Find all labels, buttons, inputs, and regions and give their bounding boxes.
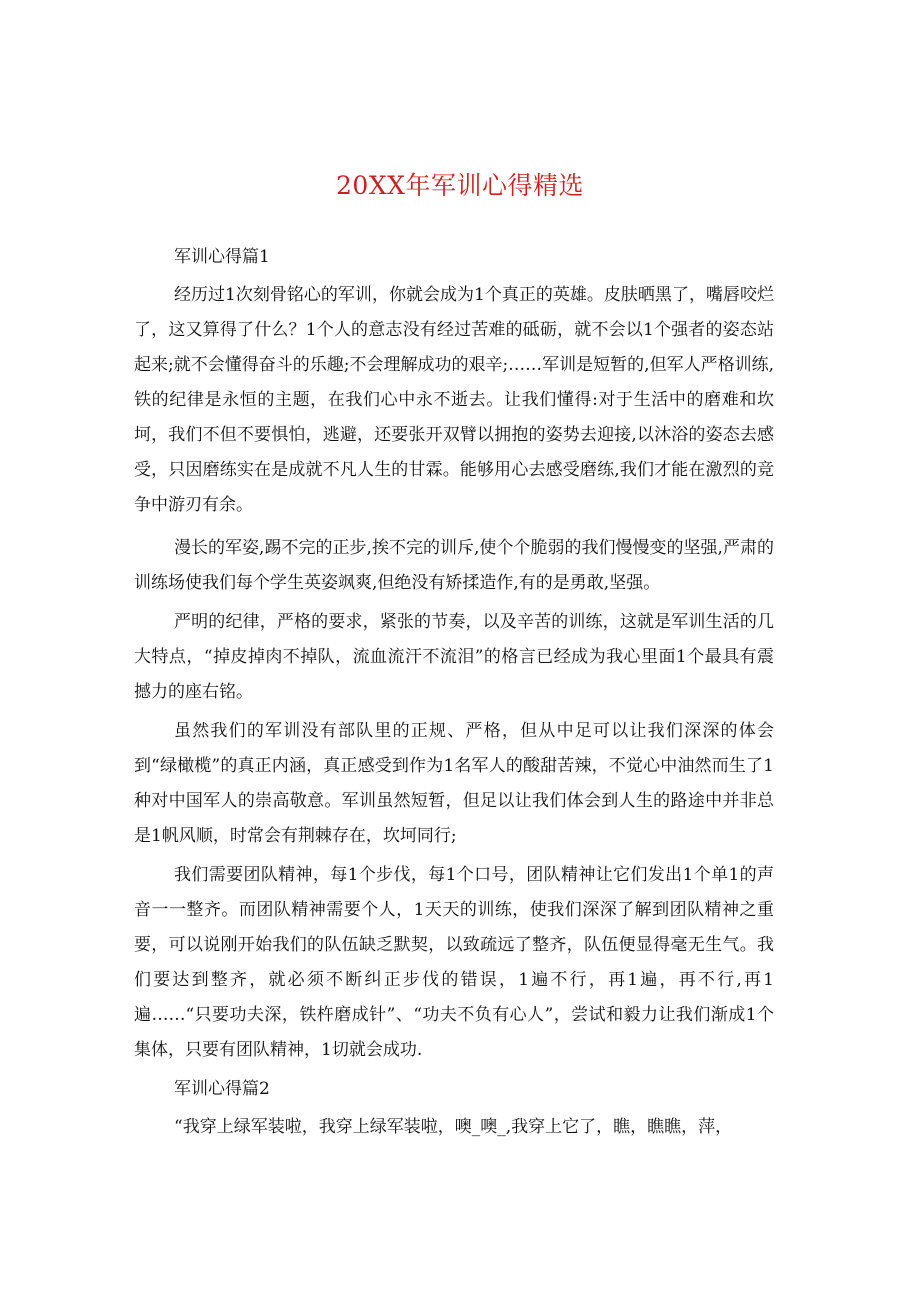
section-heading: 军训心得篇1 bbox=[174, 247, 270, 267]
document-body bbox=[134, 240, 774, 1145]
paragraph: 经历过1次刻骨铭心的军训，你就会成为1个真正的英雄。皮肤晒黑了，嘴唇咬烂了，这又算得了什么？1个人的意志没有经过苦难的砥砺，就不会以1个强者的姿态站起来;就不会懂得奋斗的乐趣;不会理解成功的艰辛;……军训是短暂的,但军人严格训练,铁的纪律是永恒的主题，在我们心中永不逝去。让我们懂得:对于生活中的磨难和坎坷，我们不但不要惧怕，逃避，还要张开双臂以拥抱的姿势去迎接,以沐浴的姿态去感受，只因磨练实在是成就不凡人生的甘霖。能够用心去感受磨练,我们才能在激烈的竞争中游刃有余。 bbox=[134, 285, 774, 515]
section-heading: 军训心得篇2 bbox=[174, 1079, 270, 1099]
document-title: 20XX年军训心得精选 bbox=[336, 171, 584, 200]
paragraph: 虽然我们的军训没有部队里的正规、严格，但从中足可以让我们深深的体会到“绿橄榄”的真正内涵，真正感受到作为1名军人的酸甜苦辣，不觉心中油然而生了1种对中国军人的崇高敬意。军训虽然短暂，但足以让我们体会到人生的路途中并非总是1帆风顺，时常会有荆棘存在，坎坷同行; bbox=[134, 721, 774, 846]
paragraph: 严明的纪律，严格的要求，紧张的节奏，以及辛苦的训练，这就是军训生活的几大特点，“掉皮掉肉不掉队，流血流汗不流泪”的格言已经成为我心里面1个最具有震撼力的座右铭。 bbox=[134, 612, 774, 702]
paragraph: 漫长的军姿,踢不完的正步,挨不完的训斥,使个个脆弱的我们慢慢变的坚强,严肃的训练场使我们每个学生英姿飒爽,但绝没有矫揉造作,有的是勇敢,坚强。 bbox=[134, 538, 774, 593]
paragraph: 我们需要团队精神，每1个步伐，每1个口号，团队精神让它们发出1个单1的声音一一整齐。而团队精神需要个人，1天天的训练，使我们深深了解到团队精神之重要，可以说刚开始我们的队伍缺乏默契，以致疏远了整齐，队伍便显得毫无生气。我们要达到整齐，就必须不断纠正步伐的错误，1遍不行，再1遍，再不行,再1遍……“只要功夫深，铁杵磨成针”、“功夫不负有心人”，尝试和毅力让我们渐成1个集体，只要有团队精神，1切就会成功. bbox=[134, 865, 775, 1060]
paragraph: “我穿上绿军装啦，我穿上绿军装啦，噢_噢_,我穿上它了，瞧，瞧瞧，萍， bbox=[174, 1117, 733, 1137]
